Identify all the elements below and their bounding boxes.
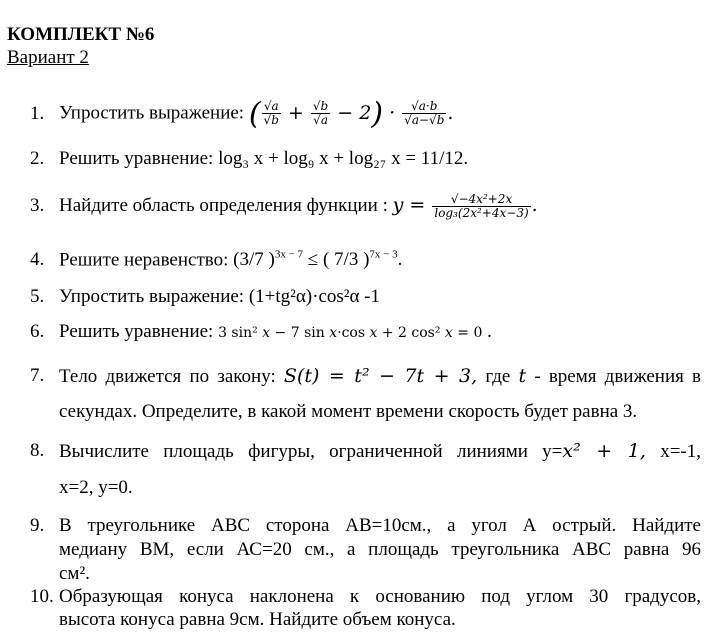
task-5 [30,286,380,308]
task-number: 2. [30,148,45,169]
task-text: Решите неравенство: [59,249,229,271]
formula: x² + 1, [562,440,646,462]
task-number: 5. [30,286,45,307]
formula: S(t) = t² − 7t + 3, [283,365,478,387]
task-10-line-2: высота конуса равна 9см. Найдите объем конуса. [59,609,456,630]
task-8-line-1: Вычислите площадь фигуры, ограниченной линиями y=x² + 1, x=-1, [59,440,702,462]
task-9-line-2: медиану ВМ, если АС=20 см., а площадь треугольника АВС равна 96 [59,539,701,560]
task-10-number: 10. [30,586,54,607]
task-7-number: 7. [30,365,45,386]
formula: y = $\frac{\text{√−4x²+2x}}{\text{log₃(2x²+4x−3)}}$ . [392,192,538,220]
task-2 [30,148,468,170]
formula: ( $\frac{√a}{√b}$ + $\frac{√b}{√a}$ − 2) · $\frac{√a\cdot b}{√a-√b}$ . [248,96,454,131]
task-number: 3. [30,195,45,217]
task-text: Решить уравнение: [59,321,214,342]
task-9-line-3: см². [59,563,90,584]
task-number: 4. [30,249,45,271]
task-text: Упростить выражение: (1+tg²α)·cos²α -1 [59,286,381,307]
task-8-number: 8. [30,440,45,461]
task-8-line-2: x=2, y=0. [59,477,133,498]
task-10-line-1: Образующая конуса наклонена к основанию под углом 30 градусов, [59,586,701,607]
task-number: 6. [30,321,45,342]
task-1 [30,96,453,131]
task-text: Найдите область определения функции : [59,195,388,217]
task-9-line-1: В треугольнике АВС сторона АВ=10см., а угол А острый. Найдите [59,515,701,536]
task-7-line-1: Тело движется по закону: S(t) = t² − 7t + 3, где t - время движения в [59,365,702,387]
page-title: КОМПЛЕКТ №6 [7,24,155,45]
task-6: 6. Решить уравнение: 3 sin² x − 7 sin x·cos x + 2 cos² x = 0 . [30,321,492,342]
task-number: 1. [30,102,45,124]
task-9-number: 9. [30,515,45,536]
variant-label: Вариант 2 [7,47,89,68]
task-text: Решить уравнение: log₃ x + log₉ x + log₂₇ x = 11/12. [59,148,469,169]
task-text: Упростить выражение: [59,102,245,124]
task-7-line-2: секундах. Определите, в какой момент времени скорость будет равна 3. [59,401,638,422]
task-4 [30,249,402,271]
formula: (3/7 )$^{3x - 7}$ ≤ ( 7/3 )$^{7x - 3}$. [233,249,403,271]
formula: 3 sin² x − 7 sin x·cos x + 2 cos² x = 0 [218,325,483,341]
task-3 [30,193,538,219]
